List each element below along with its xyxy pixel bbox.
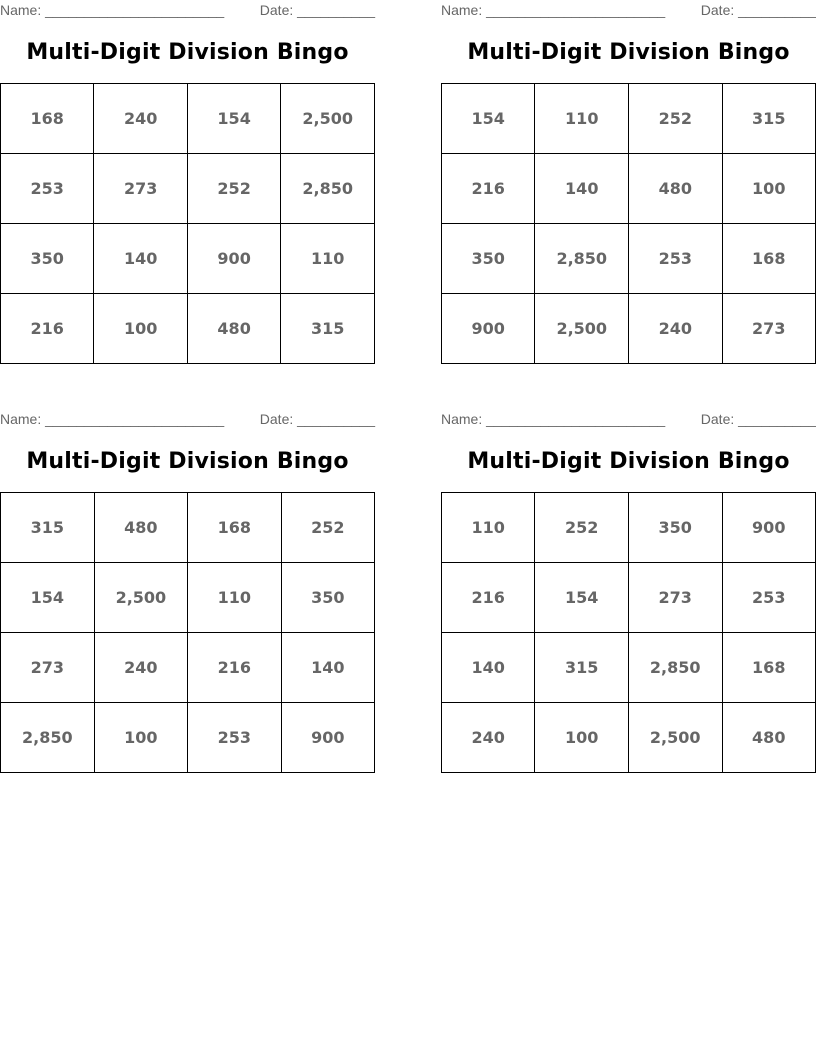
bingo-cell: 2,500 <box>628 703 722 773</box>
bingo-cell: 110 <box>188 563 281 633</box>
bingo-cell: 350 <box>1 224 94 294</box>
bingo-cell: 100 <box>535 703 628 773</box>
card-title: Multi-Digit Division Bingo <box>26 449 349 474</box>
bingo-cell: 140 <box>442 633 535 703</box>
bingo-cell: 154 <box>442 84 535 154</box>
bingo-cell: 2,500 <box>535 294 629 364</box>
bingo-grid <box>0 492 375 773</box>
card-header <box>0 2 375 20</box>
bingo-cell: 240 <box>94 84 187 154</box>
bingo-cell: 168 <box>1 84 94 154</box>
bingo-cell: 2,850 <box>1 703 95 773</box>
bingo-cell: 168 <box>722 224 815 294</box>
grid-row <box>1 563 375 633</box>
bingo-cell: 900 <box>442 294 535 364</box>
bingo-cell: 240 <box>442 703 535 773</box>
bingo-cell: 480 <box>94 493 188 563</box>
grid-row <box>1 154 375 224</box>
bingo-cell: 273 <box>722 294 815 364</box>
bingo-cell: 100 <box>94 703 188 773</box>
bingo-cell: 252 <box>535 493 628 563</box>
bingo-cell: 140 <box>281 633 374 703</box>
name-field[interactable]: Name: _______________________ <box>0 2 225 18</box>
bingo-cell: 480 <box>187 294 280 364</box>
grid-row <box>442 703 816 773</box>
bingo-cell: 154 <box>187 84 280 154</box>
bingo-cell: 100 <box>94 294 187 364</box>
bingo-cell: 253 <box>1 154 94 224</box>
bingo-cell: 154 <box>1 563 95 633</box>
bingo-cell: 900 <box>722 493 815 563</box>
bingo-cell: 315 <box>535 633 628 703</box>
grid-row <box>442 633 816 703</box>
card-header <box>0 411 375 429</box>
grid-row <box>442 294 816 364</box>
bingo-cell: 168 <box>188 493 281 563</box>
grid-row <box>442 493 816 563</box>
bingo-cell: 154 <box>535 563 628 633</box>
bingo-cell: 273 <box>1 633 95 703</box>
grid-row <box>442 154 816 224</box>
bingo-cell: 273 <box>94 154 187 224</box>
bingo-cell: 110 <box>535 84 629 154</box>
bingo-cell: 252 <box>629 84 722 154</box>
grid-row <box>1 703 375 773</box>
grid-row <box>1 294 375 364</box>
card-header <box>441 2 816 20</box>
bingo-cell: 2,500 <box>94 563 188 633</box>
name-field[interactable]: Name: _______________________ <box>0 411 225 427</box>
bingo-cell: 140 <box>535 154 629 224</box>
bingo-cell: 900 <box>187 224 280 294</box>
bingo-cell: 216 <box>188 633 281 703</box>
date-field[interactable]: Date: __________ <box>700 2 816 18</box>
bingo-cell: 253 <box>629 224 722 294</box>
bingo-cell: 480 <box>722 703 815 773</box>
bingo-cell: 350 <box>628 493 722 563</box>
bingo-cell: 110 <box>442 493 535 563</box>
grid-row <box>1 224 375 294</box>
bingo-grid <box>0 83 375 364</box>
bingo-cell: 273 <box>628 563 722 633</box>
name-field[interactable]: Name: _______________________ <box>441 2 666 18</box>
bingo-cell: 350 <box>281 563 374 633</box>
bingo-cell: 253 <box>188 703 281 773</box>
bingo-cell: 2,850 <box>535 224 629 294</box>
grid-row <box>442 84 816 154</box>
card-title: Multi-Digit Division Bingo <box>26 40 349 65</box>
bingo-grid <box>441 83 816 364</box>
bingo-cell: 2,500 <box>281 84 375 154</box>
bingo-grid <box>441 492 816 773</box>
bingo-cell: 252 <box>187 154 280 224</box>
bingo-cell: 2,850 <box>628 633 722 703</box>
date-field[interactable]: Date: __________ <box>259 411 375 427</box>
bingo-cell: 216 <box>442 154 535 224</box>
bingo-cell: 240 <box>629 294 722 364</box>
bingo-cell: 480 <box>629 154 722 224</box>
grid-row <box>1 493 375 563</box>
bingo-cell: 110 <box>281 224 375 294</box>
date-field[interactable]: Date: __________ <box>700 411 816 427</box>
bingo-cell: 253 <box>722 563 815 633</box>
date-field[interactable]: Date: __________ <box>259 2 375 18</box>
bingo-cell: 168 <box>722 633 815 703</box>
bingo-cell: 2,850 <box>281 154 375 224</box>
bingo-cell: 216 <box>1 294 94 364</box>
bingo-cell: 315 <box>722 84 815 154</box>
card-header <box>441 411 816 429</box>
bingo-cell: 350 <box>442 224 535 294</box>
bingo-cell: 216 <box>442 563 535 633</box>
bingo-cell: 315 <box>1 493 95 563</box>
bingo-cell: 315 <box>281 294 375 364</box>
name-field[interactable]: Name: _______________________ <box>441 411 666 427</box>
card-title: Multi-Digit Division Bingo <box>467 449 790 474</box>
grid-row <box>1 84 375 154</box>
grid-row <box>442 563 816 633</box>
bingo-cell: 100 <box>722 154 815 224</box>
bingo-cell: 140 <box>94 224 187 294</box>
grid-row <box>442 224 816 294</box>
bingo-cell: 240 <box>94 633 188 703</box>
bingo-cell: 900 <box>281 703 374 773</box>
bingo-cell: 252 <box>281 493 374 563</box>
card-title: Multi-Digit Division Bingo <box>467 40 790 65</box>
grid-row <box>1 633 375 703</box>
